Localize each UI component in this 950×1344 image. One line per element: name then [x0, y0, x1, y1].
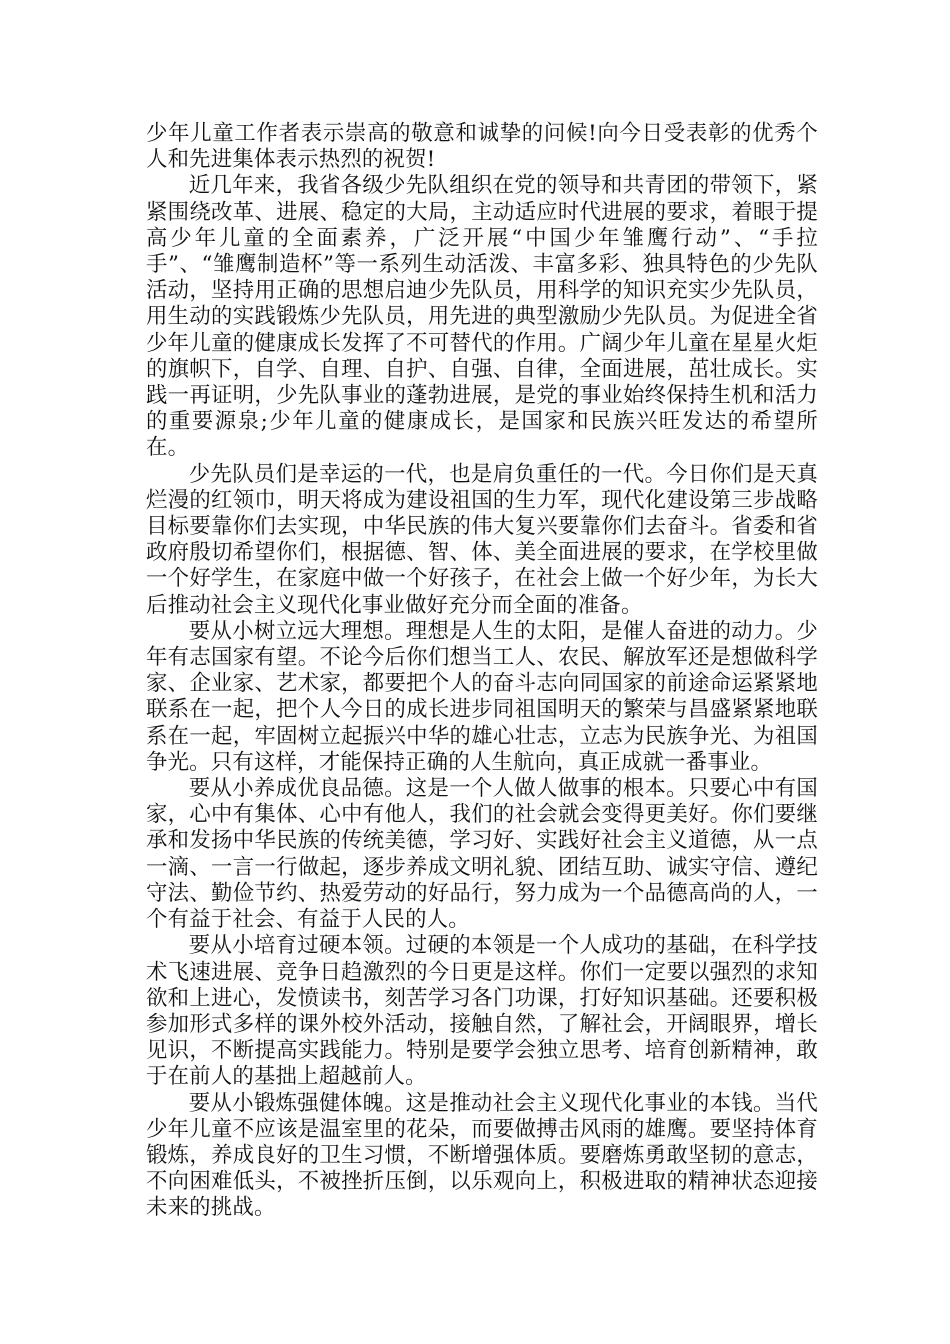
paragraph-4: 要从小树立远大理想。理想是人生的太阳，是催人奋进的动力。少年有志国家有望。不论今后你们想当工人、农民、解放军还是想做科学家、企业家、艺术家，都要把个人的奋斗志向同国家的前途命运紧紧地联系在一起，把个人今日的成长进步同祖国明天的繁荣与昌盛紧紧地联系在一起，牢固树立起振兴中华的雄心壮志，立志为民族争光、为祖国争光。只有这样，才能保持正确的人生航向，真正成就一番事业。 [146, 618, 818, 775]
paragraph-7: 要从小锻炼强健体魄。这是推动社会主义现代化事业的本钱。当代少年儿童不应该是温室里的花朵，而要做搏击风雨的雄鹰。要坚持体育锻炼，养成良好的卫生习惯，不断增强体质。要磨炼勇敢坚韧的意志，不向困难低头，不被挫折压倒，以乐观向上，积极进取的精神状态迎接未来的挑战。 [146, 1090, 818, 1221]
document-body [146, 121, 818, 1222]
paragraph-2: 近几年来，我省各级少先队组织在党的领导和共青团的带领下，紧紧围绕改革、进展、稳定的大局，主动适应时代进展的要求，着眼于提高少年儿童的全面素养，广泛开展“中国少年雏鹰行动”、“手拉手”、“雏鹰制造杯”等一系列生动活泼、丰富多彩、独具特色的少先队活动，坚持用正确的思想启迪少先队员，用科学的知识充实少先队员，用生动的实践锻炼少先队员，用先进的典型激励少先队员。为促进全省少年儿童的健康成长发挥了不可替代的作用。广阔少年儿童在星星火炬的旗帜下，自学、自理、自护、自强、自律，全面进展，茁壮成长。实践一再证明，少先队事业的蓬勃进展，是党的事业始终保持生机和活力的重要源泉;少年儿童的健康成长，是国家和民族兴旺发达的希望所在。 [146, 173, 818, 461]
paragraph-5: 要从小养成优良品德。这是一个人做人做事的根本。只要心中有国家，心中有集体、心中有他人，我们的社会就会变得更美好。你们要继承和发扬中华民族的传统美德，学习好、实践好社会主义道德，从一点一滴、一言一行做起，逐步养成文明礼貌、团结互助、诚实守信、遵纪守法、勤俭节约、热爱劳动的好品行，努力成为一个品德高尚的人，一个有益于社会、有益于人民的人。 [146, 776, 818, 933]
paragraph-6: 要从小培育过硬本领。过硬的本领是一个人成功的基础，在科学技术飞速进展、竞争日趋激烈的今日更是这样。你们一定要以强烈的求知欲和上进心，发愤读书，刻苦学习各门功课，打好知识基础。还要积极参加形式多样的课外校外活动，接触自然，了解社会，开阔眼界，增长见识，不断提高实践能力。特别是要学会独立思考、培育创新精神，敢于在前人的基拙上超越前人。 [146, 933, 818, 1090]
paragraph-1: 少年儿童工作者表示崇高的敬意和诚挚的问候!向今日受表彰的优秀个人和先进集体表示热烈的祝贺! [146, 121, 818, 173]
paragraph-3: 少先队员们是幸运的一代，也是肩负重任的一代。今日你们是天真烂漫的红领巾，明天将成为建设祖国的生力军，现代化建设第三步战略目标要靠你们去实现，中华民族的伟大复兴要靠你们去奋斗。省委和省政府殷切希望你们，根据德、智、体、美全面进展的要求，在学校里做一个好学生，在家庭中做一个好孩子，在社会上做一个好少年，为长大后推动社会主义现代化事业做好充分而全面的准备。 [146, 461, 818, 618]
